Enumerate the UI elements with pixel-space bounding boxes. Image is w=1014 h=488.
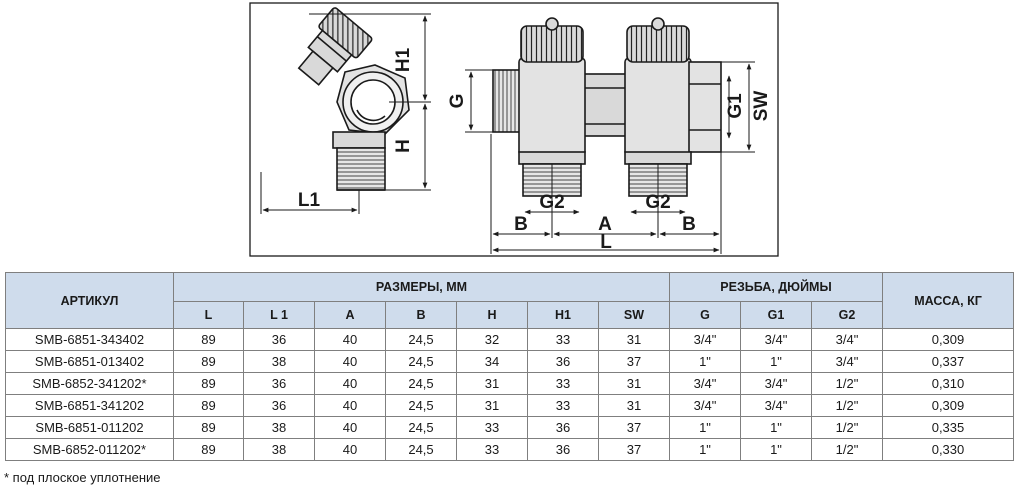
label-a: A xyxy=(598,214,612,235)
table-cell: 38 xyxy=(244,439,315,461)
table-cell: 0,309 xyxy=(883,329,1014,351)
table-cell: 89 xyxy=(174,373,244,395)
table-cell: 40 xyxy=(315,329,386,351)
table-cell: 40 xyxy=(315,373,386,395)
table-cell: 36 xyxy=(244,329,315,351)
table-cell: 33 xyxy=(528,329,599,351)
table-cell: 89 xyxy=(174,329,244,351)
table-cell: 40 xyxy=(315,439,386,461)
label-l: L xyxy=(600,232,612,253)
label-b-left: B xyxy=(514,214,528,235)
header-sw: SW xyxy=(599,302,670,329)
label-g: G xyxy=(447,93,468,109)
table-cell: 3/4" xyxy=(741,329,812,351)
table-row xyxy=(6,373,1014,395)
table-cell: 89 xyxy=(174,417,244,439)
header-b: B xyxy=(386,302,457,329)
table-cell: 40 xyxy=(315,351,386,373)
footnote: * под плоское уплотнение xyxy=(4,470,161,485)
table-cell: 37 xyxy=(599,351,670,373)
table-cell: 3/4" xyxy=(812,329,883,351)
table-cell: 0,337 xyxy=(883,351,1014,373)
table-cell: 36 xyxy=(528,417,599,439)
table-cell: 38 xyxy=(244,417,315,439)
header-dimensions: РАЗМЕРЫ, ММ xyxy=(174,273,670,302)
label-h: H xyxy=(393,139,414,153)
table-cell: 1" xyxy=(741,351,812,373)
table-cell: 31 xyxy=(457,373,528,395)
header-h1: H1 xyxy=(528,302,599,329)
label-g2-left: G2 xyxy=(539,192,565,213)
table-cell: 36 xyxy=(528,351,599,373)
article-cell: SMB-6851-341202 xyxy=(6,395,174,417)
table-cell: 33 xyxy=(457,439,528,461)
table-cell: 0,309 xyxy=(883,395,1014,417)
table-cell: 34 xyxy=(457,351,528,373)
header-thread: РЕЗЬБА, ДЮЙМЫ xyxy=(670,273,883,302)
table-cell: 24,5 xyxy=(386,351,457,373)
table-cell: 1" xyxy=(670,417,741,439)
table-cell: 32 xyxy=(457,329,528,351)
table-cell: 31 xyxy=(599,329,670,351)
table-cell: 3/4" xyxy=(670,373,741,395)
table-cell: 36 xyxy=(528,439,599,461)
header-l: L xyxy=(174,302,244,329)
table-cell: 1/2" xyxy=(812,373,883,395)
table-row xyxy=(6,329,1014,351)
table-cell: 36 xyxy=(244,395,315,417)
table-cell: 1" xyxy=(741,439,812,461)
table-cell: 0,335 xyxy=(883,417,1014,439)
article-cell: SMB-6852-341202* xyxy=(6,373,174,395)
table-cell: 24,5 xyxy=(386,373,457,395)
table-cell: 40 xyxy=(315,417,386,439)
table-cell: 24,5 xyxy=(386,417,457,439)
article-cell: SMB-6851-011202 xyxy=(6,417,174,439)
article-cell: SMB-6851-343402 xyxy=(6,329,174,351)
table-cell: 1" xyxy=(670,351,741,373)
table-cell: 0,330 xyxy=(883,439,1014,461)
header-a: A xyxy=(315,302,386,329)
table-cell: 3/4" xyxy=(670,329,741,351)
table-row xyxy=(6,439,1014,461)
table-row xyxy=(6,395,1014,417)
table-cell: 89 xyxy=(174,351,244,373)
technical-drawing xyxy=(249,2,779,257)
header-article: АРТИКУЛ xyxy=(6,273,174,329)
table-cell: 89 xyxy=(174,395,244,417)
header-g: G xyxy=(670,302,741,329)
table-cell: 24,5 xyxy=(386,395,457,417)
table-cell: 33 xyxy=(528,373,599,395)
table-cell: 24,5 xyxy=(386,439,457,461)
label-g2-right: G2 xyxy=(645,192,671,213)
table-cell: 37 xyxy=(599,439,670,461)
article-cell: SMB-6852-011202* xyxy=(6,439,174,461)
table-cell: 36 xyxy=(244,373,315,395)
header-l1: L 1 xyxy=(244,302,315,329)
table-cell: 31 xyxy=(599,373,670,395)
specifications-table xyxy=(5,272,1014,461)
table-cell: 1/2" xyxy=(812,395,883,417)
header-g1: G1 xyxy=(741,302,812,329)
table-cell: 3/4" xyxy=(812,351,883,373)
table-cell: 33 xyxy=(457,417,528,439)
table-row xyxy=(6,417,1014,439)
label-l1: L1 xyxy=(297,190,321,211)
header-g2: G2 xyxy=(812,302,883,329)
label-g1: G1 xyxy=(725,93,746,119)
table-cell: 1" xyxy=(670,439,741,461)
label-sw: SW xyxy=(751,90,772,122)
table-cell: 3/4" xyxy=(741,395,812,417)
table-cell: 0,310 xyxy=(883,373,1014,395)
table-cell: 1" xyxy=(741,417,812,439)
header-h: H xyxy=(457,302,528,329)
table-cell: 40 xyxy=(315,395,386,417)
table-cell: 3/4" xyxy=(670,395,741,417)
table-cell: 3/4" xyxy=(741,373,812,395)
table-cell: 31 xyxy=(457,395,528,417)
table-cell: 33 xyxy=(528,395,599,417)
table-cell: 1/2" xyxy=(812,439,883,461)
table-cell: 31 xyxy=(599,395,670,417)
article-cell: SMB-6851-013402 xyxy=(6,351,174,373)
table-row xyxy=(6,351,1014,373)
table-cell: 24,5 xyxy=(386,329,457,351)
table-cell: 37 xyxy=(599,417,670,439)
header-mass: МАССА, КГ xyxy=(883,273,1014,329)
label-b-right: B xyxy=(682,214,696,235)
table-cell: 1/2" xyxy=(812,417,883,439)
table-cell: 89 xyxy=(174,439,244,461)
label-h1: H1 xyxy=(393,47,414,73)
table-cell: 38 xyxy=(244,351,315,373)
